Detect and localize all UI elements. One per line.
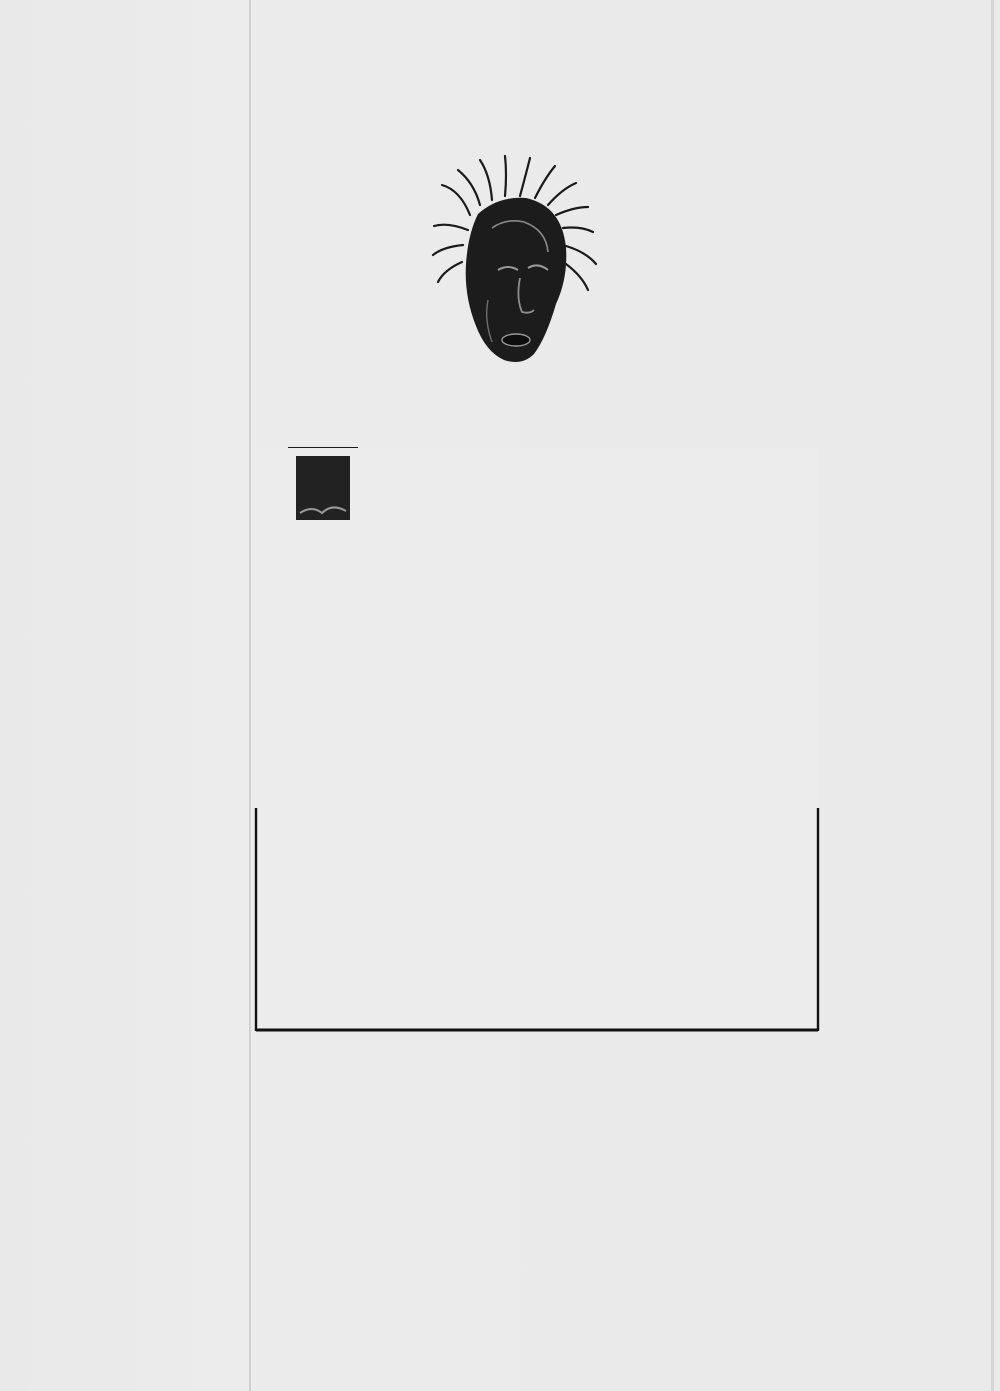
article-title	[405, 458, 736, 518]
article-body	[298, 513, 782, 523]
